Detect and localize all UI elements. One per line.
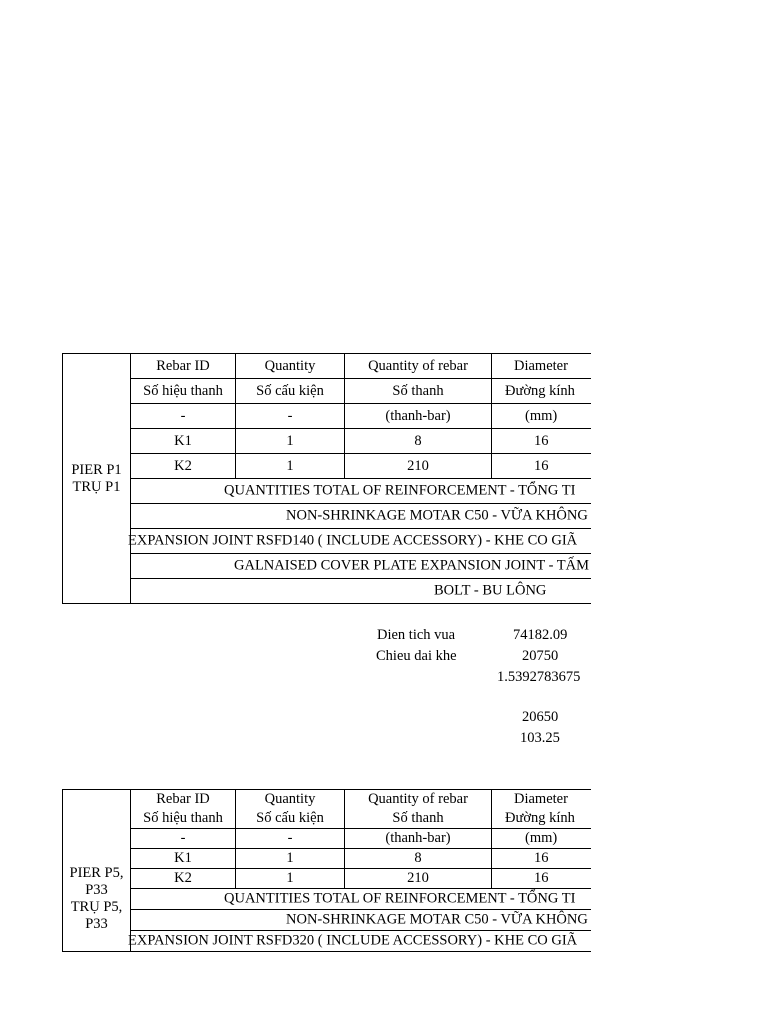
pier-label-cell <box>63 790 131 952</box>
diameter-cell: 16 <box>492 849 592 869</box>
quantity-cell: 1 <box>236 429 345 454</box>
value-a: 20650 <box>522 709 559 725</box>
rebar-id-cell: K2 <box>131 869 236 889</box>
pier-label-vi: TRỤ P1 <box>72 478 121 495</box>
table-row <box>63 869 592 889</box>
dien-tich-vua-value: 74182.09 <box>513 627 568 643</box>
header-quantity-of-rebar: Quantity of rebar <box>345 354 492 379</box>
diameter-cell: 16 <box>492 454 592 479</box>
header-quantity: Quantity <box>236 354 345 379</box>
header-vi-quantity-of-rebar: Số thanh <box>345 379 492 404</box>
summary-row-bolt: BOLT - BU LÔNG <box>131 579 592 604</box>
header-quantity: Quantity Số cấu kiện <box>236 790 345 829</box>
rebar-count-cell: 210 <box>345 454 492 479</box>
summary-row-reinforcement: QUANTITIES TOTAL OF REINFORCEMENT - TỔNG TI <box>131 479 592 504</box>
pier-label-line: P33 <box>85 916 108 932</box>
rebar-count-cell: 8 <box>345 429 492 454</box>
diameter-cell: 16 <box>492 869 592 889</box>
header-rebar-id: Rebar ID <box>131 354 236 379</box>
table-row <box>63 429 592 454</box>
table-row <box>63 849 592 869</box>
quantity-cell: 1 <box>236 869 345 889</box>
dien-tich-vua-label: Dien tich vua <box>377 627 456 643</box>
rebar-table-pier-p1 <box>62 353 591 608</box>
value-b: 103.25 <box>520 730 560 746</box>
unit-cell: (thanh-bar) <box>345 404 492 429</box>
summary-row-motar: NON-SHRINKAGE MOTAR C50 - VỮA KHÔNG <box>131 910 592 931</box>
header-diameter: Diameter Đường kính <box>492 790 592 829</box>
rebar-id-cell: K1 <box>131 849 236 869</box>
summary-row-motar: NON-SHRINKAGE MOTAR C50 - VỮA KHÔNG <box>131 504 592 529</box>
rebar-table-pier-p5-p33 <box>62 789 591 959</box>
unit-cell: - <box>131 829 236 849</box>
ratio-value: 1.5392783675 <box>497 669 581 685</box>
pier-label-line: PIER P5, <box>69 865 124 881</box>
unit-cell: (mm) <box>492 404 592 429</box>
pier-label-line: TRỤ P5, <box>70 899 123 915</box>
header-diameter: Diameter <box>492 354 592 379</box>
header-vi-diameter: Đường kính <box>492 379 592 404</box>
quantity-cell: 1 <box>236 454 345 479</box>
summary-row-expansion-joint: EXPANSION JOINT RSFD320 ( INCLUDE ACCESSORY) - KHE CO GIÃ <box>131 931 592 952</box>
unit-cell: - <box>236 829 345 849</box>
quantity-cell: 1 <box>236 849 345 869</box>
summary-row-reinforcement: QUANTITIES TOTAL OF REINFORCEMENT - TỔNG TI <box>131 889 592 910</box>
unit-cell: - <box>131 404 236 429</box>
unit-cell: - <box>236 404 345 429</box>
header-vi-rebar-id: Số hiệu thanh <box>131 379 236 404</box>
unit-cell: (thanh-bar) <box>345 829 492 849</box>
table-row <box>63 454 592 479</box>
summary-row-expansion-joint: EXPANSION JOINT RSFD140 ( INCLUDE ACCESSORY) - KHE CO GIÃ <box>131 529 592 554</box>
summary-row-cover-plate: GALNAISED COVER PLATE EXPANSION JOINT - TẤM <box>131 554 592 579</box>
unit-cell: (mm) <box>492 829 592 849</box>
pier-label-en: PIER P1 <box>71 461 122 478</box>
header-quantity-of-rebar: Quantity of rebar Số thanh <box>345 790 492 829</box>
rebar-id-cell: K2 <box>131 454 236 479</box>
pier-label-cell <box>63 354 131 604</box>
rebar-id-cell: K1 <box>131 429 236 454</box>
header-rebar-id: Rebar ID Số hiệu thanh <box>131 790 236 829</box>
rebar-count-cell: 210 <box>345 869 492 889</box>
pier-label-line: P33 <box>85 882 108 898</box>
chieu-dai-khe-label: Chieu dai khe <box>376 648 457 664</box>
diameter-cell: 16 <box>492 429 592 454</box>
rebar-count-cell: 8 <box>345 849 492 869</box>
header-vi-quantity: Số cấu kiện <box>236 379 345 404</box>
chieu-dai-khe-value: 20750 <box>522 648 559 664</box>
